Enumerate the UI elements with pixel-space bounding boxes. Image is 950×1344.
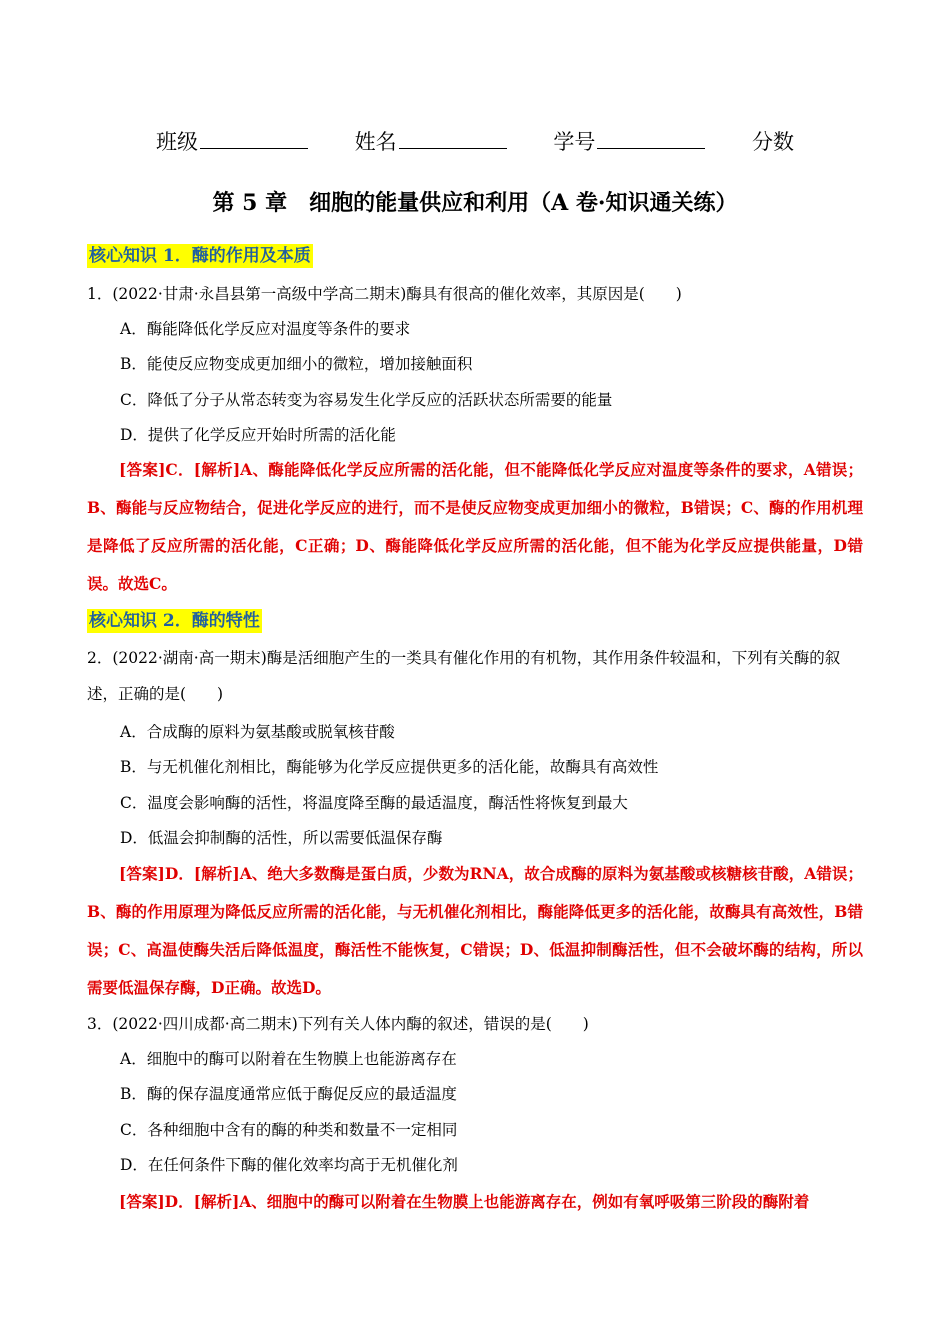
option-a: A．合成酶的原料为氨基酸或脱氧核苷酸 [120, 723, 395, 741]
score-field [752, 126, 794, 156]
option-c: C．各种细胞中含有的酶的种类和数量不一定相同 [120, 1121, 458, 1139]
answer-explanation: [答案]D．[解析]A、绝大多数酶是蛋白质，少数为RNA，故合成酶的原料为氨基酸或核糖核苷酸，A错误；B、酶的作用原理为降低反应所需的活化能，与无机催化剂相比，酶能降低更多的活化能，故酶具有高效性，B错误；C、高温使酶失活后降低温度，酶活性不能恢复，C错误；D、低温抑制酶活性，但不会破坏酶的结构，所以需要低温保存酶，D正确。故选D。 [87, 864, 863, 997]
option-a: A．细胞中的酶可以附着在生物膜上也能游离存在 [120, 1050, 457, 1068]
option-b: B．与无机催化剂相比，酶能够为化学反应提供更多的活化能，故酶具有高效性 [120, 758, 659, 776]
option-b: B．能使反应物变成更加细小的微粒，增加接触面积 [120, 355, 473, 373]
score-label: 分数 [752, 130, 795, 154]
question-stem: 1．(2022·甘肃·永昌县第一高级中学高二期末)酶具有很高的催化效率，其原因是( ) [87, 285, 682, 303]
option-b: B．酶的保存温度通常应低于酶促反应的最适温度 [120, 1085, 457, 1103]
name-field [355, 126, 507, 156]
id-field [553, 126, 705, 156]
question-stem: 3．(2022·四川成都·高二期末)下列有关人体内酶的叙述，错误的是( ) [87, 1015, 589, 1033]
question-stem: 2．(2022·湖南·高一期末)酶是活细胞产生的一类具有催化作用的有机物，其作用条件较温和，下列有关酶的叙述，正确的是( ) [87, 649, 841, 703]
name-blank [399, 147, 507, 149]
class-label: 班级 [155, 130, 198, 154]
class-field [156, 126, 308, 156]
option-c: C．温度会影响酶的活性，将温度降至酶的最适温度，酶活性将恢复到最大 [120, 794, 628, 812]
option-a: A．酶能降低化学反应对温度等条件的要求 [120, 320, 411, 338]
page-title: 第 5 章 细胞的能量供应和利用（A 卷·知识通关练） [212, 190, 738, 216]
option-d: D．在任何条件下酶的催化效率均高于无机催化剂 [120, 1156, 458, 1174]
name-label: 姓名 [354, 130, 397, 154]
student-info-row [0, 126, 950, 156]
option-d: D．提供了化学反应开始时所需的活化能 [120, 426, 396, 444]
option-c: C．降低了分子从常态转变为容易发生化学反应的活跃状态所需要的能量 [120, 391, 613, 409]
answer-explanation: [答案]D．[解析]A、细胞中的酶可以附着在生物膜上也能游离存在，例如有氧呼吸第三阶段的酶附着 [119, 1192, 810, 1211]
id-blank [597, 147, 705, 149]
answer-explanation: [答案]C．[解析]A、酶能降低化学反应所需的活化能，但不能降低化学反应对温度等条件的要求，A错误；B、酶能与反应物结合，促进化学反应的进行，而不是使反应物变成更加细小的微粒，B错误；C、酶的作用机理是降低了反应所需的活化能，C正确；D、酶能降低化学反应所需的活化能，但不能为化学反应提供能量，D错误。故选C。 [87, 460, 863, 593]
section-heading: 核心知识 2．酶的特性 [89, 611, 260, 631]
option-d: D．低温会抑制酶的活性，所以需要低温保存酶 [120, 829, 443, 847]
class-blank [200, 147, 308, 149]
section-heading: 核心知识 1．酶的作用及本质 [89, 246, 311, 266]
id-label: 学号 [553, 130, 596, 154]
